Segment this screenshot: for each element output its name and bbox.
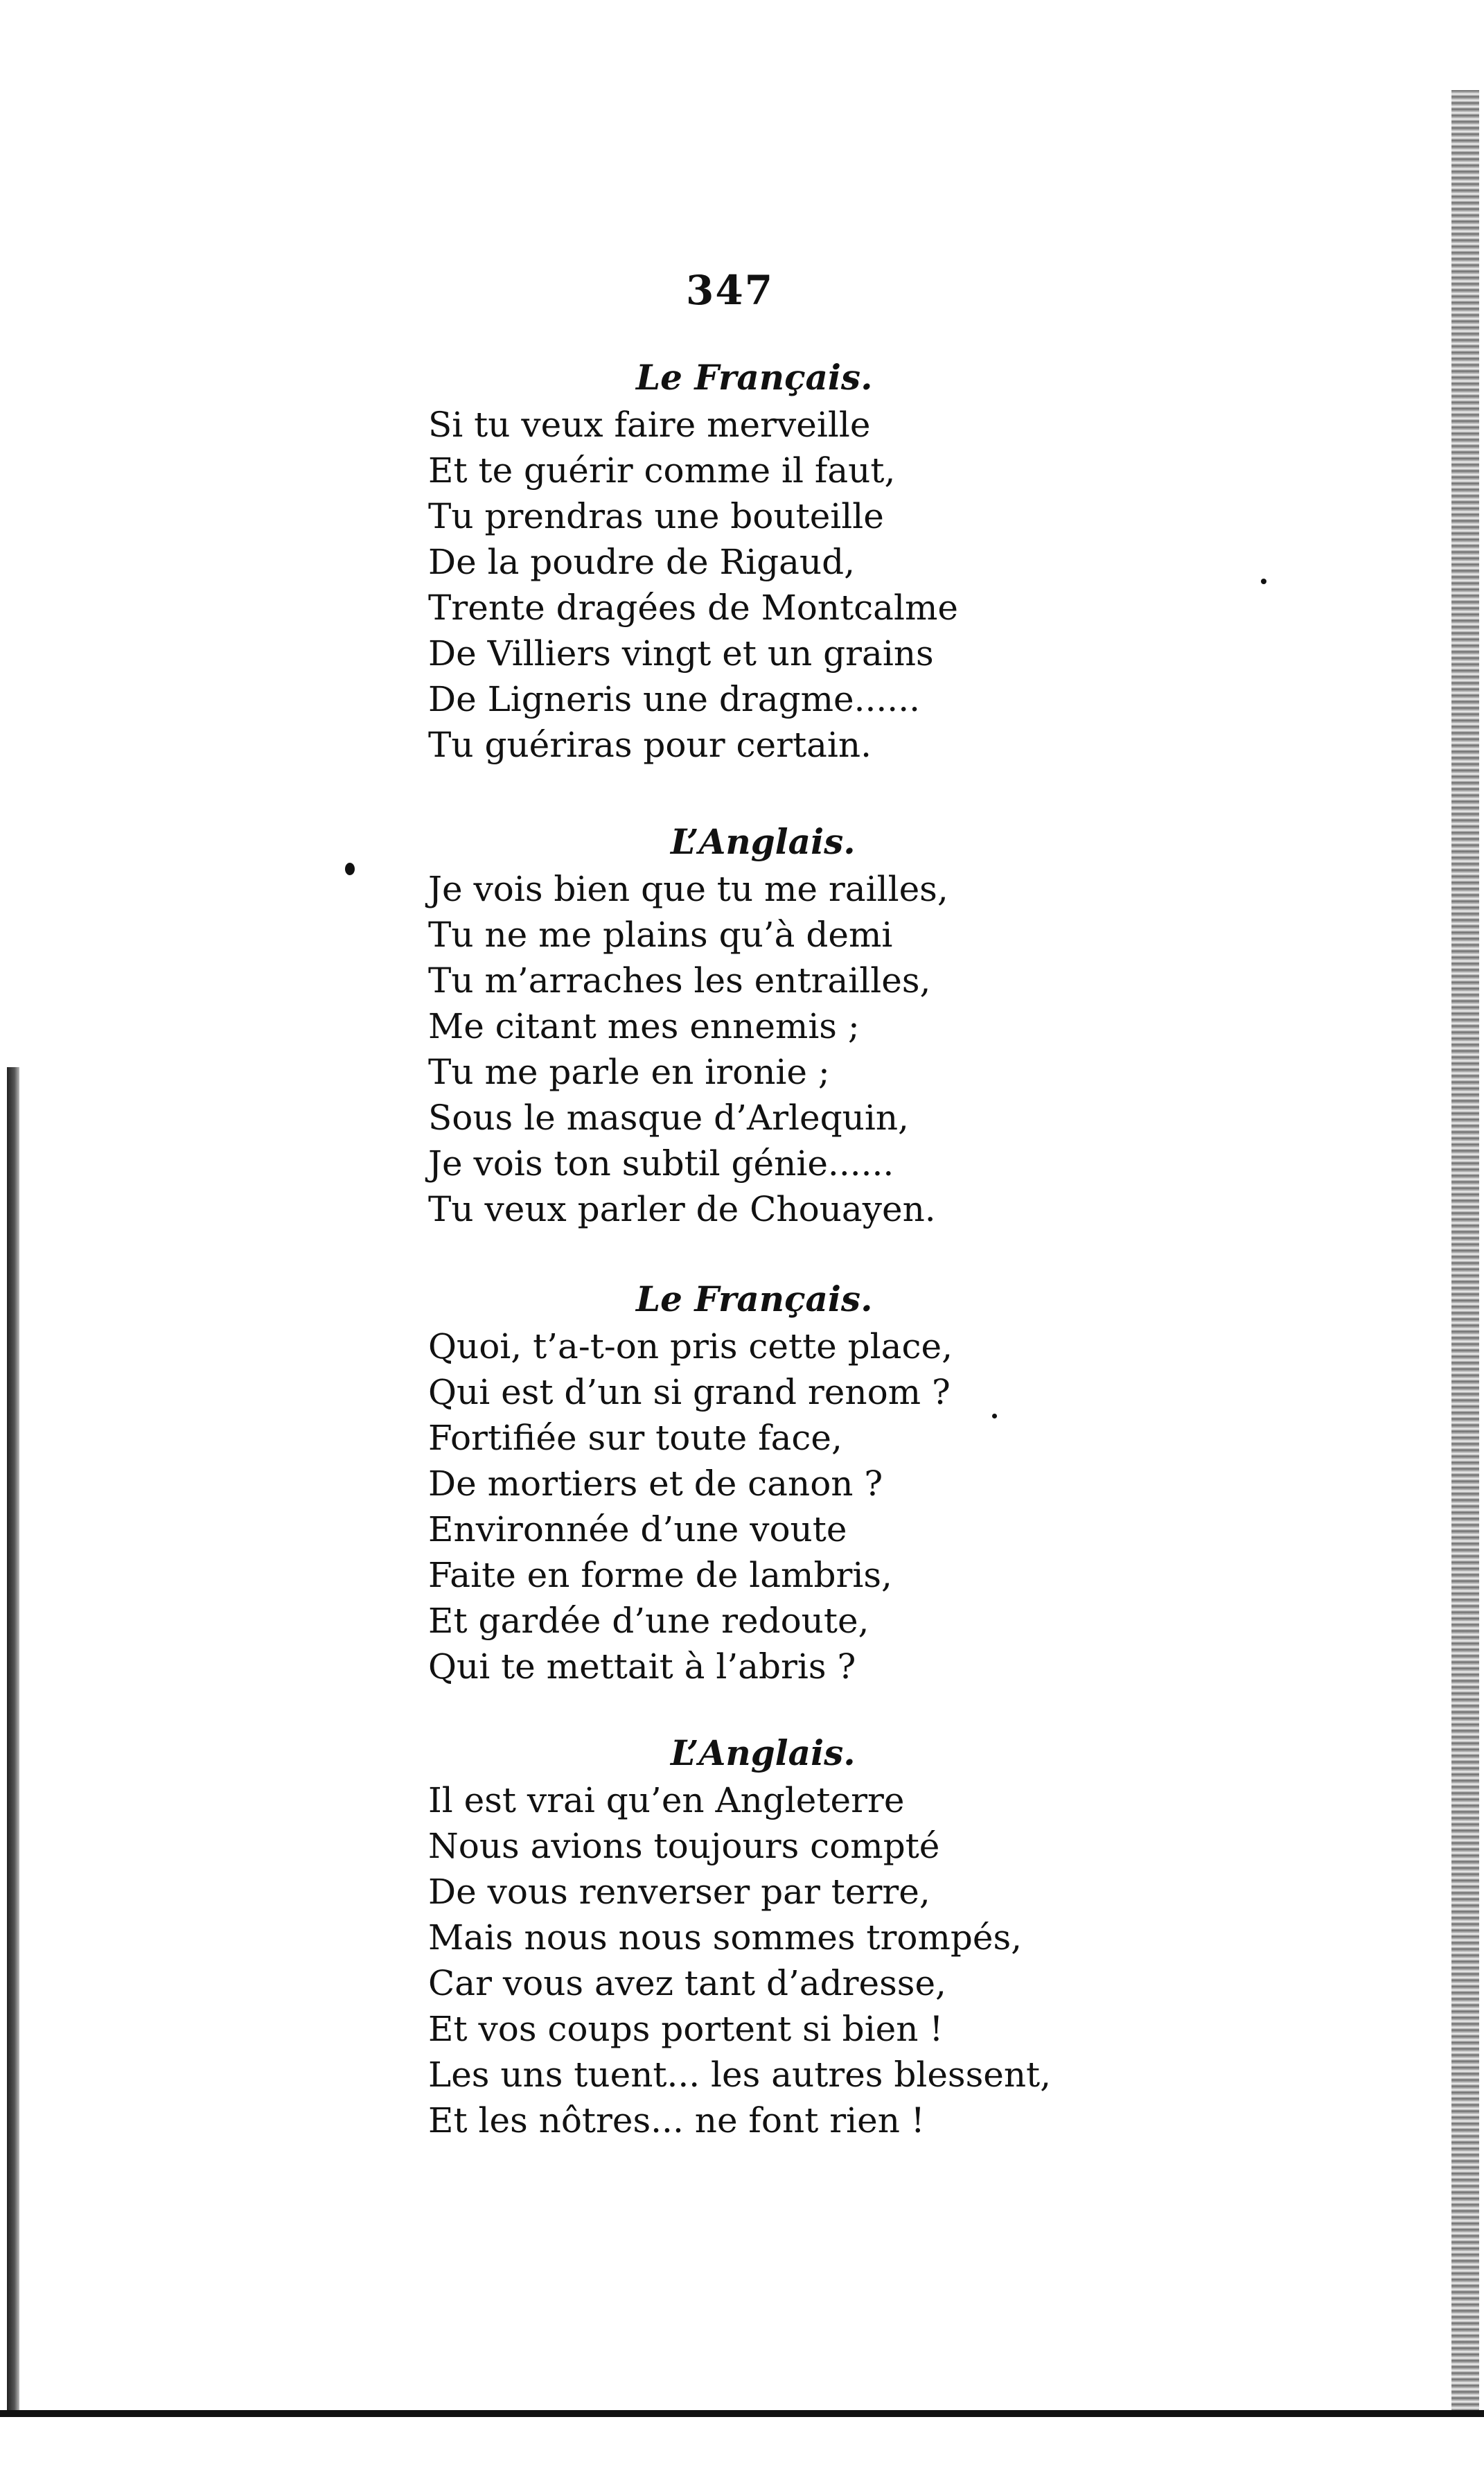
stanza bbox=[428, 1729, 1121, 2143]
bottom-rule bbox=[0, 2410, 1484, 2417]
speaker-heading: Le Français. bbox=[636, 1279, 873, 1319]
verse-line: Trente dragées de Montcalme bbox=[428, 588, 958, 628]
verse-line: De Ligneris une dragme...... bbox=[428, 679, 920, 719]
verse-line: Je vois ton subtil génie...... bbox=[428, 1143, 894, 1184]
verse-line: Sous le masque d’Arlequin, bbox=[428, 1098, 909, 1138]
stanza bbox=[428, 818, 1121, 1232]
verse-line: Et vos coups portent si bien ! bbox=[428, 2009, 944, 2049]
verse-line: Tu prendras une bouteille bbox=[428, 496, 884, 536]
page-number: 347 bbox=[686, 267, 775, 314]
verse-line: Et les nôtres... ne font rien ! bbox=[428, 2100, 925, 2141]
verse-line: Tu guériras pour certain. bbox=[428, 725, 872, 765]
speaker-heading: Le Français. bbox=[636, 357, 873, 398]
verse-line: Car vous avez tant d’adresse, bbox=[428, 1963, 946, 2003]
verse-line: Tu me parle en ironie ; bbox=[428, 1052, 830, 1092]
verse-line: Les uns tuent... les autres blessent, bbox=[428, 2055, 1052, 2095]
stanza bbox=[428, 353, 1121, 768]
verse-line: De Villiers vingt et un grains bbox=[428, 633, 934, 674]
verse-line: Fortifiée sur toute face, bbox=[428, 1418, 842, 1458]
verse-line: Mais nous nous sommes trompés, bbox=[428, 1917, 1023, 1958]
scan-margin-bar bbox=[7, 1067, 19, 2411]
ink-speck bbox=[345, 863, 355, 875]
verse-line: Tu ne me plains qu’à demi bbox=[428, 915, 893, 955]
verse-line: Et gardée d’une redoute, bbox=[428, 1601, 869, 1641]
verse-line: Environnée d’une voute bbox=[428, 1509, 847, 1549]
verse-line: De mortiers et de canon ? bbox=[428, 1464, 883, 1504]
verse-line: De la poudre de Rigaud, bbox=[428, 542, 856, 582]
verse-line: Il est vrai qu’en Angleterre bbox=[428, 1780, 905, 1820]
verse-line: Et te guérir comme il faut, bbox=[428, 450, 896, 491]
speaker-heading: L’Anglais. bbox=[671, 1732, 856, 1773]
verse-line: Me citant mes ennemis ; bbox=[428, 1006, 860, 1046]
verse-line: De vous renverser par terre, bbox=[428, 1872, 930, 1912]
verse-line: Faite en forme de lambris, bbox=[428, 1555, 892, 1595]
verse-line: Tu veux parler de Chouayen. bbox=[428, 1189, 936, 1229]
verse-line: Quoi, t’a-t-on pris cette place, bbox=[428, 1326, 953, 1367]
ink-speck bbox=[1261, 579, 1266, 584]
verse-line: Je vois bien que tu me railles, bbox=[428, 869, 948, 909]
scan-edge-artifact bbox=[1451, 90, 1479, 2411]
verse-line: Qui est d’un si grand renom ? bbox=[428, 1372, 951, 1412]
verse-line: Qui te mettait à l’abris ? bbox=[428, 1646, 856, 1687]
stanza bbox=[428, 1275, 1121, 1689]
verse-line: Tu m’arraches les entrailles, bbox=[428, 960, 931, 1001]
speaker-heading: L’Anglais. bbox=[671, 821, 856, 862]
verse-line: Nous avions toujours compté bbox=[428, 1826, 940, 1866]
verse-line: Si tu veux faire merveille bbox=[428, 405, 871, 445]
